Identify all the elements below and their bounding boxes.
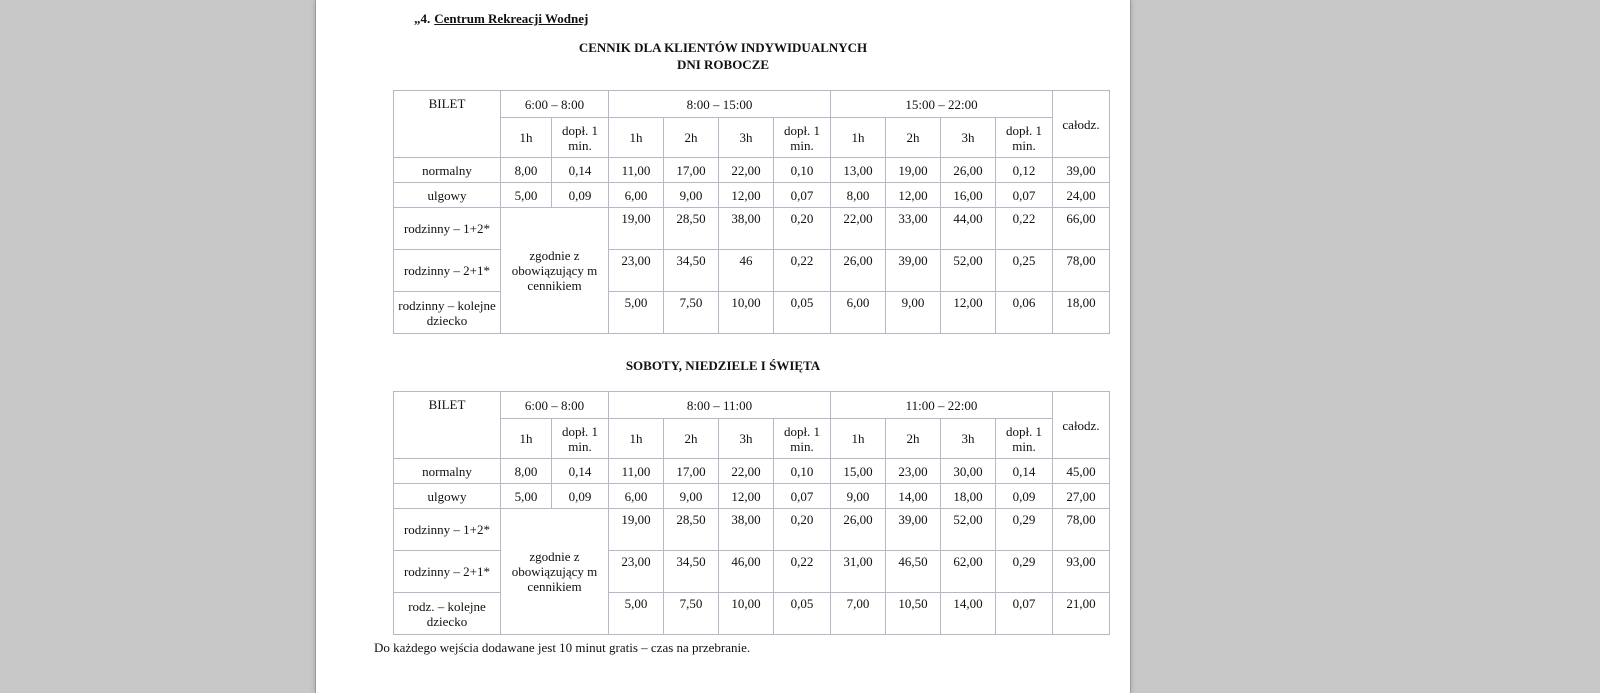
duration-header: 3h [719,118,774,158]
price-cell: 28,50 [664,509,719,551]
period-header: 11:00 – 22:00 [831,392,1053,419]
table-row [394,484,1110,509]
price-cell: 30,00 [941,459,996,484]
period-header: 6:00 – 8:00 [501,91,609,118]
price-cell: 14,00 [886,484,941,509]
merged-note: zgodnie z obowiązujący m cennikiem [501,208,609,334]
section-heading [414,11,588,27]
duration-header: 1h [831,118,886,158]
ticket-type: normalny [394,158,501,183]
price-cell: 21,00 [1053,593,1110,635]
price-cell: 44,00 [941,208,996,250]
merged-note: zgodnie z obowiązujący m cennikiem [501,509,609,635]
price-cell: 39,00 [886,250,941,292]
price-cell: 0,14 [552,158,609,183]
price-cell: 39,00 [886,509,941,551]
price-cell: 23,00 [609,250,664,292]
all-day-header: całodz. [1053,91,1110,158]
ticket-type: ulgowy [394,484,501,509]
price-cell: 0,29 [996,509,1053,551]
price-cell: 78,00 [1053,509,1110,551]
price-cell: 11,00 [609,459,664,484]
price-cell: 0,22 [774,551,831,593]
price-cell: 8,00 [831,183,886,208]
period-header: 6:00 – 8:00 [501,392,609,419]
price-cell: 0,09 [552,484,609,509]
duration-header: 2h [886,118,941,158]
price-cell: 0,25 [996,250,1053,292]
duration-header: 1h [831,419,886,459]
price-cell: 62,00 [941,551,996,593]
table-title-weekdays: DNI ROBOCZE [676,57,770,72]
price-cell: 18,00 [941,484,996,509]
document-page [316,0,1130,693]
price-cell: 5,00 [501,484,552,509]
ticket-type: normalny [394,459,501,484]
table-row [394,509,1110,551]
price-cell: 0,14 [996,459,1053,484]
duration-header: dopł. 1 min. [774,118,831,158]
price-cell: 19,00 [609,509,664,551]
duration-header: 3h [941,419,996,459]
price-cell: 52,00 [941,509,996,551]
price-cell: 10,00 [719,593,774,635]
price-cell: 0,10 [774,158,831,183]
all-day-header: całodz. [1053,392,1110,459]
duration-header: 3h [719,419,774,459]
price-cell: 22,00 [719,459,774,484]
price-cell: 19,00 [609,208,664,250]
price-cell: 34,50 [664,551,719,593]
price-cell: 7,00 [831,593,886,635]
duration-header: 1h [501,118,552,158]
price-cell: 45,00 [1053,459,1110,484]
price-cell: 9,00 [886,292,941,334]
table-title-weekends: SOBOTY, NIEDZIELE I ŚWIĘTA [625,358,821,373]
price-cell: 23,00 [609,551,664,593]
price-cell: 0,07 [774,183,831,208]
ticket-type: rodzinny – 1+2* [394,208,501,250]
price-cell: 46,50 [886,551,941,593]
price-cell: 26,00 [941,158,996,183]
price-cell: 5,00 [609,593,664,635]
price-cell: 26,00 [831,509,886,551]
price-cell: 0,10 [774,459,831,484]
price-cell: 17,00 [664,158,719,183]
price-cell: 5,00 [501,183,552,208]
table-row [394,208,1110,250]
price-cell: 0,09 [996,484,1053,509]
price-cell: 12,00 [719,484,774,509]
price-cell: 0,09 [552,183,609,208]
ticket-header: BILET [394,91,501,158]
price-cell: 6,00 [609,484,664,509]
section-title: Centrum Rekreacji Wodnej [434,11,589,26]
price-cell: 9,00 [664,183,719,208]
price-cell: 5,00 [609,292,664,334]
price-cell: 18,00 [1053,292,1110,334]
table-row [394,459,1110,484]
table-row [394,183,1110,208]
price-table-weekdays [393,90,1110,334]
price-cell: 33,00 [886,208,941,250]
price-cell: 19,00 [886,158,941,183]
price-cell: 10,00 [719,292,774,334]
price-cell: 15,00 [831,459,886,484]
price-cell: 38,00 [719,509,774,551]
price-cell: 46 [719,250,774,292]
price-cell: 14,00 [941,593,996,635]
price-cell: 0,29 [996,551,1053,593]
price-cell: 38,00 [719,208,774,250]
price-cell: 0,22 [996,208,1053,250]
price-cell: 46,00 [719,551,774,593]
table-row [394,158,1110,183]
price-cell: 16,00 [941,183,996,208]
price-cell: 0,12 [996,158,1053,183]
price-cell: 0,05 [774,593,831,635]
price-cell: 78,00 [1053,250,1110,292]
duration-header: 1h [609,419,664,459]
price-cell: 7,50 [664,593,719,635]
period-header: 8:00 – 11:00 [609,392,831,419]
price-cell: 6,00 [831,292,886,334]
price-cell: 9,00 [664,484,719,509]
price-table-weekends [393,391,1110,635]
price-cell: 0,14 [552,459,609,484]
duration-header: 2h [664,118,719,158]
price-cell: 0,20 [774,208,831,250]
price-cell: 8,00 [501,459,552,484]
price-cell: 0,06 [996,292,1053,334]
ticket-type: rodzinny – 2+1* [394,551,501,593]
duration-header: dopł. 1 min. [774,419,831,459]
price-cell: 52,00 [941,250,996,292]
price-cell: 11,00 [609,158,664,183]
price-cell: 0,07 [996,593,1053,635]
price-cell: 12,00 [719,183,774,208]
footer-note: Do każdego wejścia dodawane jest 10 minut gratis – czas na przebranie. [374,640,751,655]
price-cell: 27,00 [1053,484,1110,509]
price-cell: 7,50 [664,292,719,334]
price-cell: 0,07 [774,484,831,509]
period-header: 15:00 – 22:00 [831,91,1053,118]
price-cell: 93,00 [1053,551,1110,593]
duration-header: 1h [501,419,552,459]
main-title: CENNIK DLA KLIENTÓW INDYWIDUALNYCH [578,40,868,55]
price-cell: 0,07 [996,183,1053,208]
duration-header: dopł. 1 min. [552,419,609,459]
price-cell: 24,00 [1053,183,1110,208]
price-cell: 9,00 [831,484,886,509]
price-cell: 23,00 [886,459,941,484]
price-cell: 34,50 [664,250,719,292]
ticket-type: rodzinny – kolejne dziecko [394,292,501,334]
price-cell: 17,00 [664,459,719,484]
ticket-type: rodzinny – 2+1* [394,250,501,292]
price-cell: 39,00 [1053,158,1110,183]
price-cell: 13,00 [831,158,886,183]
price-cell: 0,05 [774,292,831,334]
period-header: 8:00 – 15:00 [609,91,831,118]
price-cell: 22,00 [831,208,886,250]
duration-header: dopł. 1 min. [996,118,1053,158]
ticket-header: BILET [394,392,501,459]
price-cell: 6,00 [609,183,664,208]
ticket-type: ulgowy [394,183,501,208]
price-cell: 8,00 [501,158,552,183]
price-cell: 28,50 [664,208,719,250]
duration-header: 2h [664,419,719,459]
price-cell: 0,22 [774,250,831,292]
price-cell: 12,00 [941,292,996,334]
price-cell: 66,00 [1053,208,1110,250]
price-cell: 31,00 [831,551,886,593]
price-cell: 12,00 [886,183,941,208]
duration-header: 2h [886,419,941,459]
duration-header: dopł. 1 min. [552,118,609,158]
price-cell: 22,00 [719,158,774,183]
price-cell: 10,50 [886,593,941,635]
section-number: „4. [414,11,431,26]
duration-header: 1h [609,118,664,158]
duration-header: dopł. 1 min. [996,419,1053,459]
duration-header: 3h [941,118,996,158]
price-cell: 26,00 [831,250,886,292]
ticket-type: rodzinny – 1+2* [394,509,501,551]
ticket-type: rodz. – kolejne dziecko [394,593,501,635]
price-cell: 0,20 [774,509,831,551]
